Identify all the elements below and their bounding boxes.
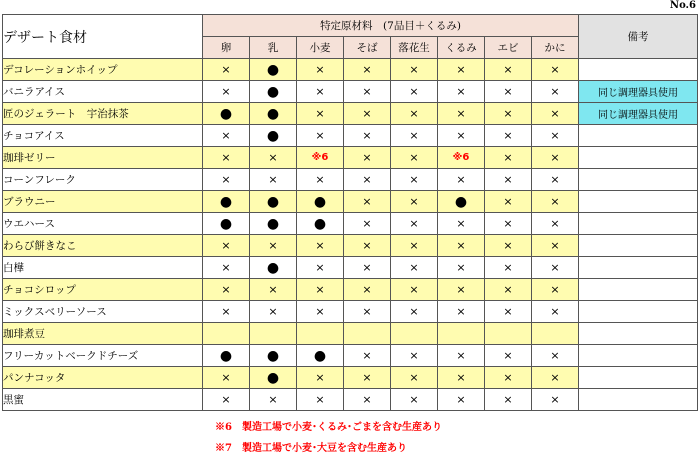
item-name: ミックスベリーソース xyxy=(3,301,203,323)
table-row xyxy=(3,389,698,411)
not-contained-mark: × xyxy=(532,301,579,323)
not-contained-mark: × xyxy=(250,389,297,411)
allergen-header-walnut: くるみ xyxy=(438,37,485,59)
note-cell xyxy=(579,279,698,301)
not-contained-mark: × xyxy=(391,389,438,411)
item-name: 匠のジェラート 宇治抹茶 xyxy=(3,103,203,125)
not-contained-mark: × xyxy=(532,103,579,125)
contains-mark: ● xyxy=(250,257,297,279)
not-contained-mark: × xyxy=(532,81,579,103)
not-contained-mark: × xyxy=(297,389,344,411)
not-contained-mark: × xyxy=(297,169,344,191)
contains-mark: ● xyxy=(250,81,297,103)
page-number: No.6 xyxy=(669,0,696,11)
not-contained-mark: × xyxy=(203,301,250,323)
footnote-6: ※6 製造工場で小麦･くるみ･ごまを含む生産あり xyxy=(215,422,442,433)
not-contained-mark: × xyxy=(532,389,579,411)
not-contained-mark: × xyxy=(391,59,438,81)
allergen-header-peanut: 落花生 xyxy=(391,37,438,59)
not-contained-mark: × xyxy=(297,81,344,103)
item-name: 珈琲煮豆 xyxy=(3,323,203,345)
not-contained-mark: × xyxy=(344,125,391,147)
not-contained-mark: × xyxy=(297,235,344,257)
not-contained-mark: × xyxy=(344,389,391,411)
not-contained-mark: × xyxy=(532,125,579,147)
contains-mark: ● xyxy=(297,213,344,235)
note-cell xyxy=(579,389,698,411)
empty-cell xyxy=(250,323,297,345)
not-contained-mark: × xyxy=(438,235,485,257)
table-row xyxy=(3,279,698,301)
not-contained-mark: × xyxy=(438,389,485,411)
table-row xyxy=(3,191,698,213)
table-row xyxy=(3,169,698,191)
not-contained-mark: × xyxy=(203,125,250,147)
not-contained-mark: × xyxy=(532,235,579,257)
not-contained-mark: × xyxy=(485,389,532,411)
table-row xyxy=(3,301,698,323)
note-cell xyxy=(579,367,698,389)
not-contained-mark: × xyxy=(485,191,532,213)
not-contained-mark: × xyxy=(391,81,438,103)
not-contained-mark: × xyxy=(391,147,438,169)
not-contained-mark: × xyxy=(297,367,344,389)
not-contained-mark: × xyxy=(485,169,532,191)
not-contained-mark: × xyxy=(203,59,250,81)
empty-cell xyxy=(391,323,438,345)
not-contained-mark: × xyxy=(344,257,391,279)
not-contained-mark: × xyxy=(297,59,344,81)
not-contained-mark: × xyxy=(391,191,438,213)
item-name: 黒蜜 xyxy=(3,389,203,411)
not-contained-mark: × xyxy=(344,367,391,389)
empty-cell xyxy=(438,323,485,345)
not-contained-mark: × xyxy=(532,367,579,389)
contains-mark: ● xyxy=(250,59,297,81)
not-contained-mark: × xyxy=(485,279,532,301)
not-contained-mark: × xyxy=(391,169,438,191)
not-contained-mark: × xyxy=(438,59,485,81)
empty-cell xyxy=(532,323,579,345)
table-row xyxy=(3,257,698,279)
not-contained-mark: × xyxy=(391,213,438,235)
not-contained-mark: × xyxy=(203,81,250,103)
note-cell xyxy=(579,191,698,213)
not-contained-mark: × xyxy=(485,301,532,323)
not-contained-mark: × xyxy=(297,279,344,301)
not-contained-mark: × xyxy=(203,169,250,191)
not-contained-mark: × xyxy=(344,279,391,301)
not-contained-mark: × xyxy=(391,103,438,125)
contains-mark: ● xyxy=(250,191,297,213)
table-row xyxy=(3,345,698,367)
not-contained-mark: × xyxy=(485,345,532,367)
empty-cell xyxy=(344,323,391,345)
contains-mark: ● xyxy=(250,367,297,389)
not-contained-mark: × xyxy=(344,147,391,169)
not-contained-mark: × xyxy=(203,235,250,257)
not-contained-mark: × xyxy=(391,279,438,301)
not-contained-mark: × xyxy=(485,257,532,279)
table-row xyxy=(3,367,698,389)
not-contained-mark: × xyxy=(532,59,579,81)
not-contained-mark: × xyxy=(485,81,532,103)
not-contained-mark: × xyxy=(532,147,579,169)
not-contained-mark: × xyxy=(344,235,391,257)
not-contained-mark: × xyxy=(344,345,391,367)
not-contained-mark: × xyxy=(532,279,579,301)
not-contained-mark: × xyxy=(297,125,344,147)
not-contained-mark: × xyxy=(438,81,485,103)
item-name: 珈琲ゼリー xyxy=(3,147,203,169)
not-contained-mark: × xyxy=(297,257,344,279)
not-contained-mark: × xyxy=(485,59,532,81)
not-contained-mark: × xyxy=(532,345,579,367)
item-name: コーンフレーク xyxy=(3,169,203,191)
contains-mark: ● xyxy=(203,103,250,125)
not-contained-mark: × xyxy=(438,301,485,323)
not-contained-mark: × xyxy=(297,301,344,323)
allergen-table xyxy=(2,14,698,411)
table-row xyxy=(3,81,698,103)
not-contained-mark: × xyxy=(391,345,438,367)
not-contained-mark: × xyxy=(344,59,391,81)
note-cell xyxy=(579,345,698,367)
not-contained-mark: × xyxy=(485,213,532,235)
not-contained-mark: × xyxy=(391,235,438,257)
not-contained-mark: × xyxy=(344,191,391,213)
not-contained-mark: × xyxy=(297,103,344,125)
not-contained-mark: × xyxy=(250,147,297,169)
item-name: フリーカットベークドチーズ xyxy=(3,345,203,367)
note-cell: 同じ調理器具使用 xyxy=(579,103,698,125)
not-contained-mark: × xyxy=(391,125,438,147)
allergen-table-body xyxy=(3,59,698,411)
allergen-header-crab: かに xyxy=(532,37,579,59)
item-name: ブラウニー xyxy=(3,191,203,213)
contains-mark: ● xyxy=(438,191,485,213)
item-name: チョコアイス xyxy=(3,125,203,147)
not-contained-mark: × xyxy=(438,103,485,125)
not-contained-mark: × xyxy=(438,279,485,301)
empty-cell xyxy=(297,323,344,345)
allergen-header-egg: 卵 xyxy=(203,37,250,59)
table-row xyxy=(3,235,698,257)
not-contained-mark: × xyxy=(532,213,579,235)
empty-cell xyxy=(203,323,250,345)
not-contained-mark: × xyxy=(344,81,391,103)
table-row xyxy=(3,125,698,147)
contains-mark: ● xyxy=(250,345,297,367)
note-column-header: 備考 xyxy=(579,15,698,59)
contains-mark: ● xyxy=(297,191,344,213)
not-contained-mark: × xyxy=(344,301,391,323)
not-contained-mark: × xyxy=(438,345,485,367)
not-contained-mark: × xyxy=(203,147,250,169)
note-cell xyxy=(579,257,698,279)
not-contained-mark: × xyxy=(203,279,250,301)
allergen-group-header: 特定原材料 (7品目＋くるみ) xyxy=(203,15,579,37)
note-cell xyxy=(579,147,698,169)
not-contained-mark: × xyxy=(532,191,579,213)
not-contained-mark: × xyxy=(203,367,250,389)
not-contained-mark: × xyxy=(391,367,438,389)
not-contained-mark: × xyxy=(344,213,391,235)
empty-cell xyxy=(485,323,532,345)
contains-mark: ● xyxy=(203,213,250,235)
not-contained-mark: × xyxy=(250,169,297,191)
not-contained-mark: × xyxy=(438,169,485,191)
not-contained-mark: × xyxy=(485,235,532,257)
not-contained-mark: × xyxy=(438,367,485,389)
item-name: バニラアイス xyxy=(3,81,203,103)
not-contained-mark: × xyxy=(485,125,532,147)
allergen-header-wheat: 小麦 xyxy=(297,37,344,59)
not-contained-mark: × xyxy=(203,257,250,279)
allergen-header-buckwheat: そば xyxy=(344,37,391,59)
not-contained-mark: × xyxy=(438,213,485,235)
contains-mark: ● xyxy=(297,345,344,367)
not-contained-mark: × xyxy=(438,125,485,147)
note-cell xyxy=(579,323,698,345)
footnote-ref-mark: ※6 xyxy=(438,147,485,169)
item-name: ウエハース xyxy=(3,213,203,235)
item-name: パンナコッタ xyxy=(3,367,203,389)
table-title: デザート食材 xyxy=(3,15,203,59)
note-cell xyxy=(579,213,698,235)
not-contained-mark: × xyxy=(485,103,532,125)
note-cell: 同じ調理器具使用 xyxy=(579,81,698,103)
contains-mark: ● xyxy=(250,213,297,235)
not-contained-mark: × xyxy=(203,389,250,411)
note-cell xyxy=(579,125,698,147)
item-name: チョコシロップ xyxy=(3,279,203,301)
table-row xyxy=(3,323,698,345)
item-name: デコレーションホイップ xyxy=(3,59,203,81)
note-cell xyxy=(579,59,698,81)
note-cell xyxy=(579,169,698,191)
not-contained-mark: × xyxy=(532,257,579,279)
allergen-header-milk: 乳 xyxy=(250,37,297,59)
not-contained-mark: × xyxy=(391,301,438,323)
note-cell xyxy=(579,301,698,323)
allergen-header-shrimp: エビ xyxy=(485,37,532,59)
contains-mark: ● xyxy=(250,103,297,125)
not-contained-mark: × xyxy=(344,103,391,125)
contains-mark: ● xyxy=(203,345,250,367)
not-contained-mark: × xyxy=(250,301,297,323)
item-name: 白樺 xyxy=(3,257,203,279)
table-row xyxy=(3,147,698,169)
not-contained-mark: × xyxy=(250,235,297,257)
note-cell xyxy=(579,235,698,257)
not-contained-mark: × xyxy=(250,279,297,301)
not-contained-mark: × xyxy=(485,367,532,389)
not-contained-mark: × xyxy=(438,257,485,279)
footnote-7: ※7 製造工場で小麦･大豆を含む生産あり xyxy=(215,443,407,454)
not-contained-mark: × xyxy=(344,169,391,191)
item-name: わらび餅きなこ xyxy=(3,235,203,257)
not-contained-mark: × xyxy=(485,147,532,169)
not-contained-mark: × xyxy=(532,169,579,191)
table-row xyxy=(3,103,698,125)
table-row xyxy=(3,59,698,81)
footnote-ref-mark: ※6 xyxy=(297,147,344,169)
contains-mark: ● xyxy=(250,125,297,147)
contains-mark: ● xyxy=(203,191,250,213)
table-row xyxy=(3,213,698,235)
not-contained-mark: × xyxy=(391,257,438,279)
